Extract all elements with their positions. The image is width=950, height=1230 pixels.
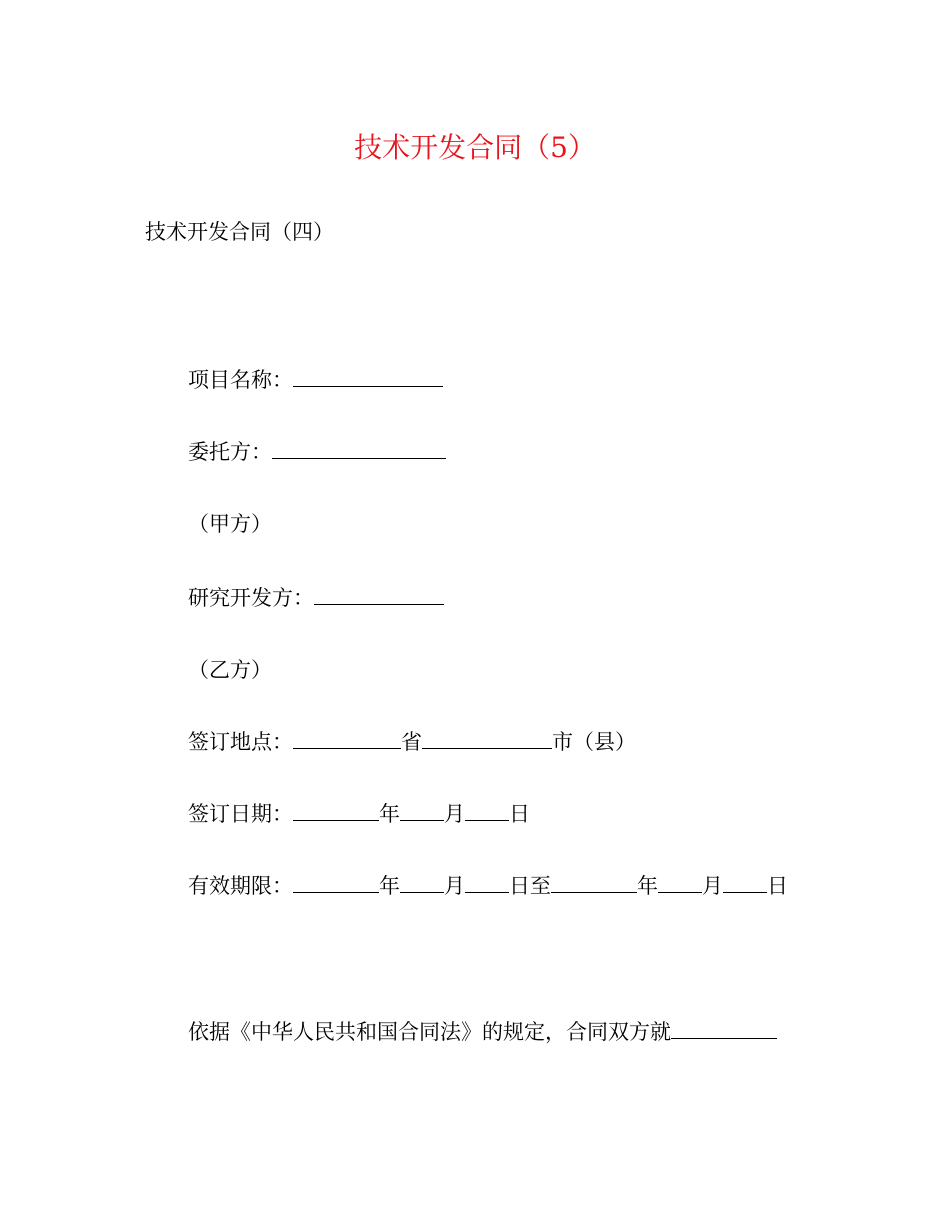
validity-end-year-blank bbox=[551, 872, 637, 893]
project-name-line bbox=[188, 364, 443, 396]
validity-end-month-blank bbox=[658, 872, 702, 893]
party-a-label: （甲方） bbox=[188, 512, 272, 536]
city-blank bbox=[422, 728, 552, 749]
validity-start-year-label: 年 bbox=[379, 874, 400, 898]
document-title: 技术开发合同（5） bbox=[354, 131, 596, 164]
client-line bbox=[188, 436, 446, 468]
province-label: 省 bbox=[401, 730, 422, 754]
validity-start-day-blank bbox=[465, 872, 509, 893]
sign-date-line bbox=[188, 798, 530, 830]
province-blank bbox=[293, 728, 401, 749]
sign-month-label: 月 bbox=[444, 802, 465, 826]
validity-day-to-label: 日至 bbox=[509, 874, 551, 898]
sign-date-label: 签订日期： bbox=[188, 802, 293, 826]
developer-line bbox=[188, 582, 444, 614]
validity-end-month-label: 月 bbox=[702, 874, 723, 898]
body-text: 依据《中华人民共和国合同法》的规定，合同双方就 bbox=[188, 1020, 671, 1044]
sign-day-label: 日 bbox=[509, 802, 530, 826]
client-label: 委托方： bbox=[188, 440, 272, 464]
validity-line bbox=[188, 870, 788, 902]
validity-start-month-blank bbox=[400, 872, 444, 893]
sign-place-label: 签订地点： bbox=[188, 730, 293, 754]
client-blank bbox=[272, 438, 446, 459]
sign-place-line bbox=[188, 726, 636, 758]
validity-start-year-blank bbox=[293, 872, 379, 893]
validity-end-day-blank bbox=[723, 872, 767, 893]
sign-day-blank bbox=[465, 800, 509, 821]
project-name-label: 项目名称： bbox=[188, 368, 293, 392]
validity-start-month-label: 月 bbox=[444, 874, 465, 898]
sign-year-label: 年 bbox=[379, 802, 400, 826]
sign-month-blank bbox=[400, 800, 444, 821]
body-paragraph bbox=[188, 1016, 777, 1048]
validity-end-year-label: 年 bbox=[637, 874, 658, 898]
document-subtitle: 技术开发合同（四） bbox=[145, 220, 334, 244]
city-county-label: 市（县） bbox=[552, 730, 636, 754]
validity-label: 有效期限： bbox=[188, 874, 293, 898]
party-b-line bbox=[188, 654, 272, 686]
project-name-blank bbox=[293, 366, 443, 387]
party-a-line bbox=[188, 508, 272, 540]
developer-blank bbox=[314, 584, 444, 605]
body-blank bbox=[671, 1018, 777, 1039]
party-b-label: （乙方） bbox=[188, 658, 272, 682]
developer-label: 研究开发方： bbox=[188, 586, 314, 610]
validity-end-day-label: 日 bbox=[767, 874, 788, 898]
sign-year-blank bbox=[293, 800, 379, 821]
